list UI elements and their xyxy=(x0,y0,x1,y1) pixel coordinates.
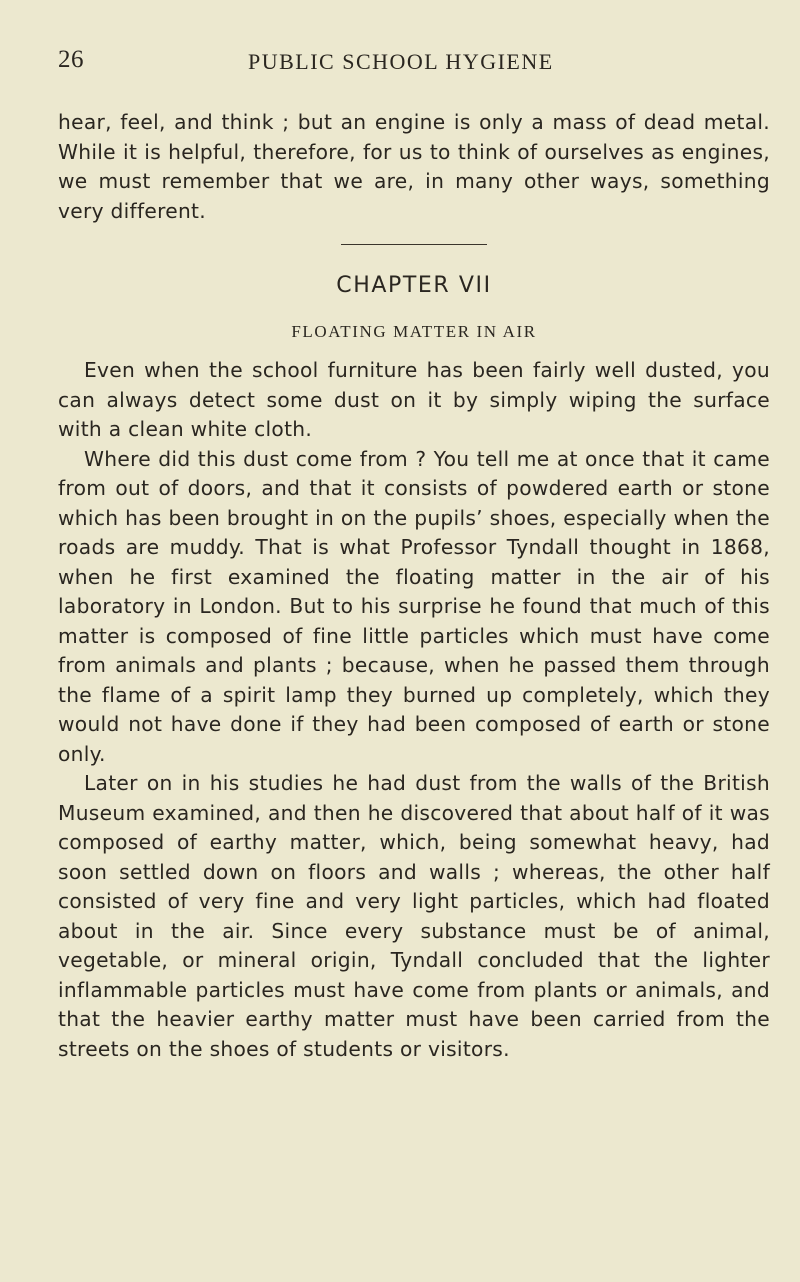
page-number: 26 xyxy=(58,46,84,73)
chapter-subheading: FLOATING MATTER IN AIR xyxy=(291,321,537,341)
continuation-paragraph: hear, feel, and think ; but an engine is only a mass of dead metal. While it is helpful, therefore, for us to think of ourselves as engines, we must remember that we are, in many other ways, something very different. xyxy=(58,110,770,223)
running-title: PUBLIC SCHOOL HYGIENE xyxy=(248,49,554,74)
chapter-heading: CHAPTER VII xyxy=(336,273,492,298)
paragraph: Later on in his studies he had dust from the walls of the British Museum examined, and then he discovered that about half of it was composed of earthy matter, which, being somewhat heavy, had soon settled down on floors and walls ; whereas, the other half consisted of very fine and very light particles, which had floated about in the air. Since every substance must be of animal, vegetable, or mineral origin, Tyndall concluded that the lighter inflammable particles must have come from plants or animals, and that the heavier earthy matter must have been carried from the streets on the shoes of students or visitors. xyxy=(58,771,770,1061)
paragraph: Where did this dust come from ? You tell me at once that it came from out of doors, and that it consists of powdered earth or stone which has been brought in on the pupils’ shoes, especially when the roads are muddy. That is what Professor Tyndall thought in 1868, when he first examined the floating matter in the air of his laboratory in London. But to his surprise he found that much of this matter is composed of fine little particles which must have come from animals and plants ; because, when he passed them through the flame of a spirit lamp they burned up completely, which they would not have done if they had been composed of earth or stone only. xyxy=(58,446,770,766)
body-text xyxy=(58,108,770,1064)
running-head xyxy=(58,46,748,80)
chapter-divider-rule xyxy=(341,244,487,245)
paragraph: Even when the school furniture has been fairly well dusted, you can always detect some dust on it by simply wiping the surface with a clean white cloth. xyxy=(58,358,770,441)
